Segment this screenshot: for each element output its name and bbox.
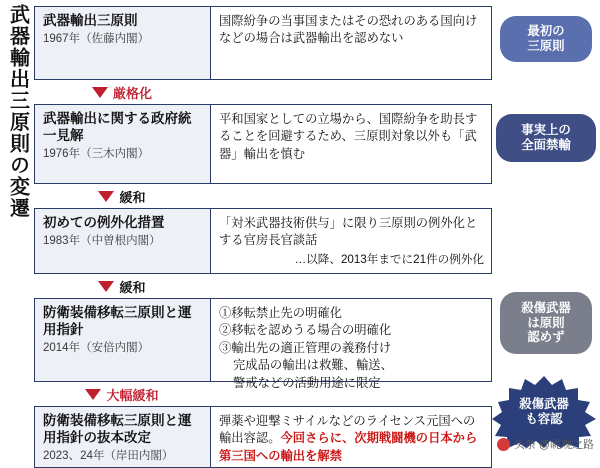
policy-description [219,413,484,465]
policy-description: 国際紛争の当事国またはその恐れのある国向けなどの場合は武器輸出を認めない [219,14,478,46]
row-description-cell [211,105,491,183]
policy-list-subline-text: 完成品の輸出は救難、輸送、 [233,358,393,373]
policy-description: 平和国家としての立場から、国際紛争を助長することを回避するため、三原則対象以外も「武器」輸出を慎む [219,112,478,161]
callout-line: 全面禁輸 [521,138,571,152]
arrow-down-icon [85,389,101,400]
arrow-down-icon [92,87,108,98]
table-row [34,406,492,468]
connector-label: 緩和 [119,279,146,295]
row-header-cell [35,407,211,467]
table-row [34,6,492,80]
vertical-title-text: 武器輸出三原則の変遷 [6,4,29,219]
policy-footnote-text: …以降、2013年までに21件の例外化 [294,252,484,266]
policy-year-cabinet: 2023、24年（岸田内閣） [43,449,174,462]
policy-title: 防衛装備移転三原則と運用指針の抜本改定 [43,413,192,445]
row-header-cell [35,209,211,273]
connector-4 [34,382,210,406]
policy-year-cabinet: 1967年（佐藤内閣） [43,32,150,45]
policy-description: 「対米武器技術供与」に限り三原則の例外化とする官房長官談話 [219,216,478,248]
policy-list-item: ③輸出先の適正管理の義務付け [219,340,392,355]
policy-title: 防衛装備移転三原則と運用指針 [43,305,192,337]
connector-2 [34,184,210,208]
table-row [34,104,492,184]
row-header-cell [35,7,211,79]
vertical-title [0,0,34,456]
policy-description-plain: 弾薬や迎撃ミサイルなどのライセンス元国への輸出容認。 [219,414,476,446]
row-header-cell [35,105,211,183]
watermark-text: 头条 @眺观之路 [513,439,594,451]
row-description-cell [211,299,491,390]
connector-label: 大幅緩和 [106,387,159,403]
row-description-cell [211,407,491,467]
policy-description-highlight: 今回さらに、次期戦闘機の日本から第三国への輸出を解禁 [219,431,478,463]
watermark [497,436,594,452]
burst-line: も容認 [525,412,563,426]
arrow-down-icon [98,281,114,292]
policy-title: 武器輸出に関する政府統一見解 [43,111,192,143]
policy-year-cabinet: 1976年（三木内閣） [43,147,150,160]
table-row [34,298,492,390]
watermark-logo-icon [497,438,510,451]
callout-first-three-principles [500,16,592,62]
callout-total-export-ban [496,114,596,162]
policy-year-cabinet: 2014年（安倍内閣） [43,341,150,354]
callout-line: 最初の [527,24,565,39]
row-description-cell [211,209,491,273]
policy-year-cabinet: 1983年（中曽根内閣） [43,234,161,247]
policy-title: 武器輸出三原則 [43,13,138,28]
callout-line: 殺傷武器 [521,300,571,315]
row-description-cell [211,7,491,79]
callout-lethal-weapons-not-allowed [500,292,592,354]
connector-3 [34,274,210,298]
timeline-table [34,6,492,463]
policy-list-item: ②移転を認めうる場合の明確化 [219,323,392,338]
callout-line: は原則 [527,315,565,330]
policy-list-subline [219,357,484,392]
policy-list-item: ①移転禁止先の明確化 [219,306,342,320]
arrow-down-icon [98,191,114,202]
connector-label: 厳格化 [112,85,152,101]
callout-line: 事実上の [521,123,571,138]
table-row [34,208,492,274]
policy-footnote [219,252,484,268]
burst-line: 殺傷武器 [519,396,569,411]
connector-1 [34,80,210,104]
callout-line: 三原則 [527,39,565,53]
policy-list-subline-text: 警戒などの活動用途に限定 [233,375,381,390]
policy-title: 初めての例外化措置 [43,215,165,230]
connector-label: 緩和 [119,189,146,205]
row-header-cell [35,299,211,381]
callout-line: 認めず [527,330,565,345]
